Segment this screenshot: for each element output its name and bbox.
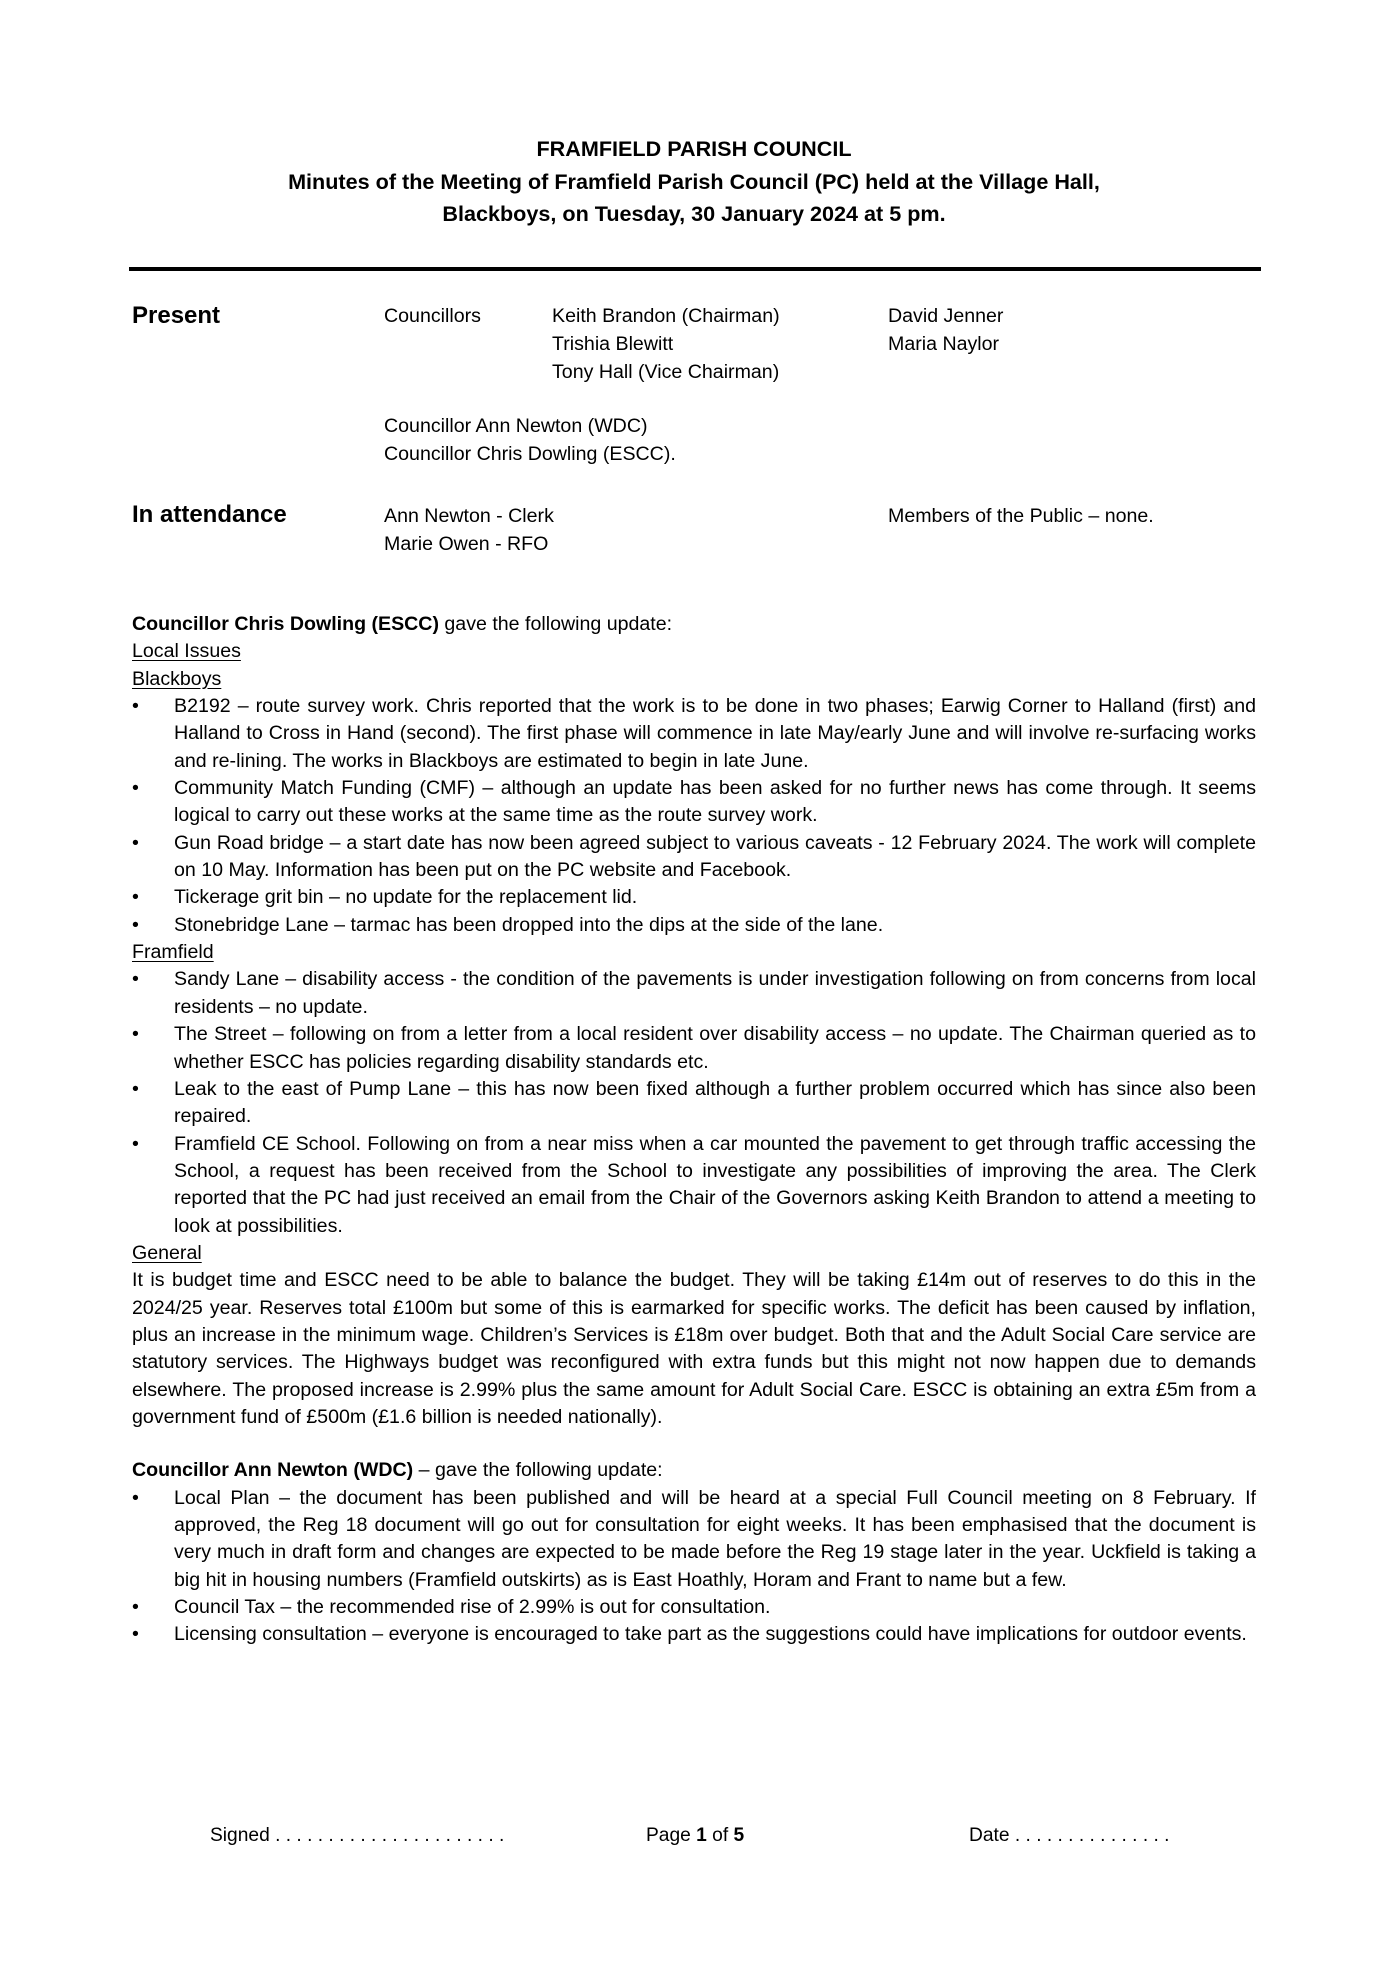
escc-heading-rest: gave the following update:	[438, 613, 673, 635]
attendance-label: In attendance	[132, 501, 287, 528]
local-issues-heading: Local Issues	[132, 640, 241, 663]
ward-councillors	[384, 412, 676, 468]
list-item	[132, 1621, 1256, 1648]
local-issues-line	[132, 638, 1256, 665]
bullet-icon: •	[132, 1596, 139, 1619]
escc-councillor-name: Councillor Chris Dowling (ESCC)	[132, 613, 439, 635]
list-item	[132, 775, 1256, 830]
page-of: of	[706, 1825, 734, 1846]
date-label: Date	[969, 1825, 1010, 1846]
bullet-icon: •	[132, 1077, 139, 1100]
councillor-name: Keith Brandon (Chairman)	[552, 305, 780, 327]
wdc-councillor-name: Councillor Ann Newton (WDC)	[132, 1459, 414, 1482]
wdc-update-heading	[132, 1457, 1256, 1484]
list-item	[132, 912, 1256, 939]
councillor-name: Maria Naylor	[888, 333, 1000, 355]
general-line	[132, 1240, 1256, 1267]
page-prefix: Page	[646, 1825, 697, 1846]
councillors-column-1	[552, 302, 780, 386]
list-item-text: Framfield CE School. Following on from a near miss when a car mounted the pavement to get through traffic accessing the School, a request has been received from the School to investigate any possibilities of improving the area. The Clerk reported that the PC had just received an email from the Chair of the Governors asking Keith Brandon to attend a meeting to look at possibilities.	[174, 1132, 1256, 1237]
staff-member: Ann Newton - Clerk	[384, 505, 554, 527]
framfield-heading: Framfield	[132, 941, 214, 964]
meeting-title-line-2: Blackboys, on Tuesday, 30 January 2024 at 5 pm.	[442, 201, 946, 226]
attendance-staff	[384, 502, 554, 558]
framfield-line	[132, 939, 1256, 966]
present-label: Present	[132, 302, 221, 329]
list-item	[132, 966, 1256, 1021]
blackboys-heading: Blackboys	[132, 667, 222, 690]
ward-councillor: Councillor Chris Dowling (ESCC).	[384, 443, 676, 465]
spacer	[132, 1431, 1256, 1457]
meeting-title-line-1: Minutes of the Meeting of Framfield Parish Council (PC) held at the Village Hall,	[288, 168, 1100, 194]
wdc-heading-rest: – gave the following update:	[413, 1459, 663, 1482]
list-item	[132, 1076, 1256, 1131]
list-item	[132, 884, 1256, 911]
signature-line	[210, 1823, 504, 1849]
list-item-text: Leak to the east of Pump Lane – this has now been fixed although a further problem occurred which has since also been repaired.	[174, 1077, 1256, 1128]
councillor-name: Trishia Blewitt	[552, 333, 674, 355]
councillor-name: Tony Hall (Vice Chairman)	[552, 361, 780, 383]
bullet-icon: •	[132, 968, 139, 991]
bullet-icon: •	[132, 1023, 139, 1046]
page-total: 5	[733, 1825, 745, 1846]
bullet-icon: •	[132, 913, 139, 936]
date-dots: . . . . . . . . . . . . . . .	[1014, 1825, 1170, 1846]
councillors-label: Councillors	[384, 305, 481, 327]
list-item	[132, 1021, 1256, 1076]
list-item-text: Licensing consultation – everyone is encouraged to take part as the suggestions could have implications for outdoor events.	[174, 1623, 1247, 1646]
bullet-icon: •	[132, 1132, 139, 1155]
list-item-text: Council Tax – the recommended rise of 2.99% is out for consultation.	[174, 1596, 771, 1619]
list-item-text: Gun Road bridge – a start date has now been agreed subject to various caveats - 12 February 2024. The work will complete on 10 May. Information has been put on the PC website and Facebook.	[174, 831, 1256, 882]
list-item-text: Stonebridge Lane – tarmac has been dropped into the dips at the side of the lane.	[174, 913, 884, 936]
list-item	[132, 693, 1256, 775]
list-item	[132, 1131, 1256, 1240]
members-of-public: Members of the Public – none.	[888, 505, 1154, 527]
list-item	[132, 830, 1256, 885]
page-current: 1	[696, 1825, 707, 1846]
list-item-text: B2192 – route survey work. Chris reported that the work is to be done in two phases; Earwig Corner to Halland (first) and Halland to Cross in Hand (second). The first phase will commence in late May/early June and will involve re-surfacing works and re-lining. The works in Blackboys are estimated to begin in late June.	[174, 695, 1256, 772]
staff-member: Marie Owen - RFO	[384, 533, 549, 555]
list-item-text: Local Plan – the document has been published and will be heard at a special Full Council meeting on 8 February. If approved, the Reg 18 document will go out for consultation for eight weeks. It has been emphasised that the document is very much in draft form and changes are expected to be made before the Reg 19 stage later in the year. Uckfield is taking a big hit in housing numbers (Framfield outskirts) as is East Hoathly, Horam and Frant to name but a few.	[174, 1486, 1256, 1591]
general-paragraph: It is budget time and ESCC need to be able to balance the budget. They will be taking £14m out of reserves to do this in the 2024/25 year. Reserves total £100m but some of this is earmarked for specific works. The deficit has been caused by inflation, plus an increase in the minimum wage. Children’s Services is £18m over budget. Both that and the Adult Social Care service are statutory services. The Highways budget was reconfigured with extra funds but this might not now happen due to demands elsewhere. The proposed increase is 2.99% plus the same amount for Adult Social Care. ESCC is obtaining an extra £5m from a government fund of £500m (£1.6 billion is needed nationally).	[132, 1269, 1256, 1428]
document-header	[132, 133, 1256, 231]
councillor-name: David Jenner	[888, 305, 1004, 327]
minutes-body	[132, 611, 1256, 1649]
council-name: FRAMFIELD PARISH COUNCIL	[536, 136, 852, 161]
bullet-icon: •	[132, 1486, 139, 1509]
blackboys-line	[132, 666, 1256, 693]
councillors-column-2	[888, 302, 1003, 358]
list-item-text: Tickerage grit bin – no update for the replacement lid.	[174, 886, 638, 909]
list-item	[132, 1594, 1256, 1621]
general-heading: General	[132, 1241, 202, 1264]
bullet-icon: •	[132, 777, 139, 800]
bullet-icon: •	[132, 1623, 139, 1646]
bullet-icon: •	[132, 695, 139, 718]
escc-update-heading	[132, 611, 1256, 638]
list-item	[132, 1485, 1256, 1594]
list-item-text: The Street – following on from a letter from a local resident over disability access – no update. The Chairman queried as to whether ESCC has policies regarding disability standards etc.	[174, 1023, 1256, 1073]
signed-dots: . . . . . . . . . . . . . . . . . . . . . .	[275, 1825, 505, 1846]
header-divider	[129, 267, 1261, 271]
signed-label: Signed	[210, 1825, 270, 1846]
ward-councillor: Councillor Ann Newton (WDC)	[384, 415, 648, 437]
page-number	[646, 1823, 744, 1849]
list-item-text: Sandy Lane – disability access - the condition of the pavements is under investigation following on from concerns from local residents – no update.	[174, 968, 1256, 1018]
bullet-icon: •	[132, 831, 139, 854]
date-line	[969, 1823, 1169, 1849]
list-item-text: Community Match Funding (CMF) – although an update has been asked for no further news has come through. It seems logical to carry out these works at the same time as the route survey work.	[174, 777, 1256, 827]
bullet-icon: •	[132, 886, 139, 909]
